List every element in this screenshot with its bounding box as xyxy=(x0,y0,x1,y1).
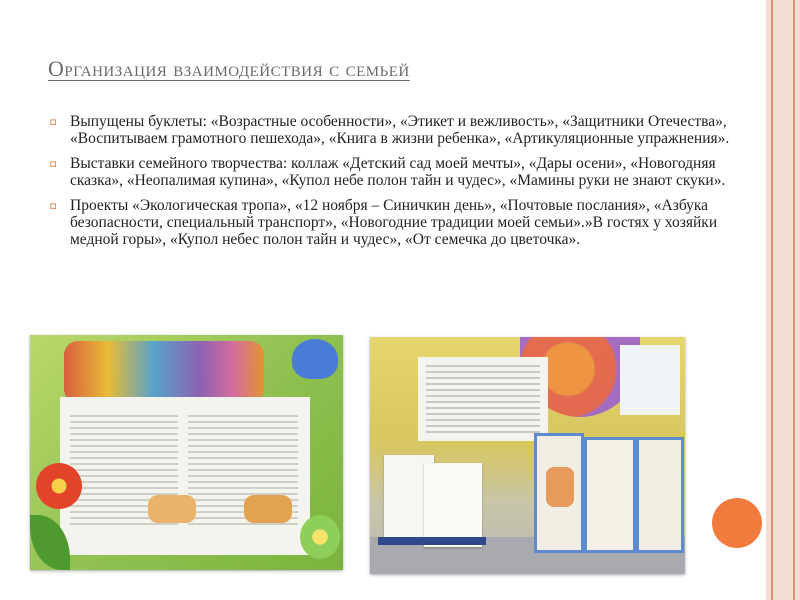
wall-poster-lines xyxy=(426,365,540,433)
butterfly-decoration xyxy=(292,339,338,379)
decorative-orange-circle xyxy=(712,498,762,548)
bullet-item xyxy=(50,197,730,248)
display-illustration xyxy=(546,467,574,507)
bullet-text: Выставки семейного творчества: коллаж «Детский сад моей мечты», «Дары осени», «Новогодняя сказка», «Неопалимая купина», «Купол небе полон тайн и чудес», «Мамины руки не знают скуки». xyxy=(70,155,726,189)
bulletin-board-photo xyxy=(30,335,343,570)
folding-display-center xyxy=(584,437,636,553)
flower-decoration xyxy=(300,515,340,559)
booklets-display-photo xyxy=(370,337,685,574)
bullet-item xyxy=(50,113,730,147)
slide-title: Организация взаимодействия с семьей xyxy=(48,56,410,81)
board-header-letters xyxy=(64,341,264,403)
wall-leaflet xyxy=(620,345,680,415)
paper-illustration xyxy=(244,495,292,523)
bullet-list xyxy=(50,113,730,256)
bullet-text: Выпущены буклеты: «Возрастные особенности», «Этикет и вежливость», «Защитники Отечества», «Воспитываем грамотного пешехода», «Книга в жизни ребенка», «Артикуляционные упражнения». xyxy=(70,113,730,147)
bullet-marker-icon: ◘ xyxy=(50,117,57,128)
folding-display-right xyxy=(636,437,684,553)
stripe-line xyxy=(771,0,773,600)
booklet-stand xyxy=(378,537,486,545)
bullet-text: Проекты «Экологическая тропа», «12 ноября – Синичкин день», «Почтовые послания», «Азбука безопасности, специальный транспорт», «Новогодние традиции моей семьи».»В гостях у хозяйки медной горы», «Купол небес полон тайн и чудес», «От семечка до цветочка». xyxy=(70,197,718,248)
flower-decoration xyxy=(36,463,82,509)
decorative-side-stripe xyxy=(766,0,800,600)
booklet xyxy=(424,463,482,547)
bullet-marker-icon: ◘ xyxy=(50,201,57,212)
stripe-line xyxy=(793,0,795,600)
bullet-marker-icon: ◘ xyxy=(50,159,57,170)
paper-illustration xyxy=(148,495,196,523)
bullet-item xyxy=(50,155,730,189)
